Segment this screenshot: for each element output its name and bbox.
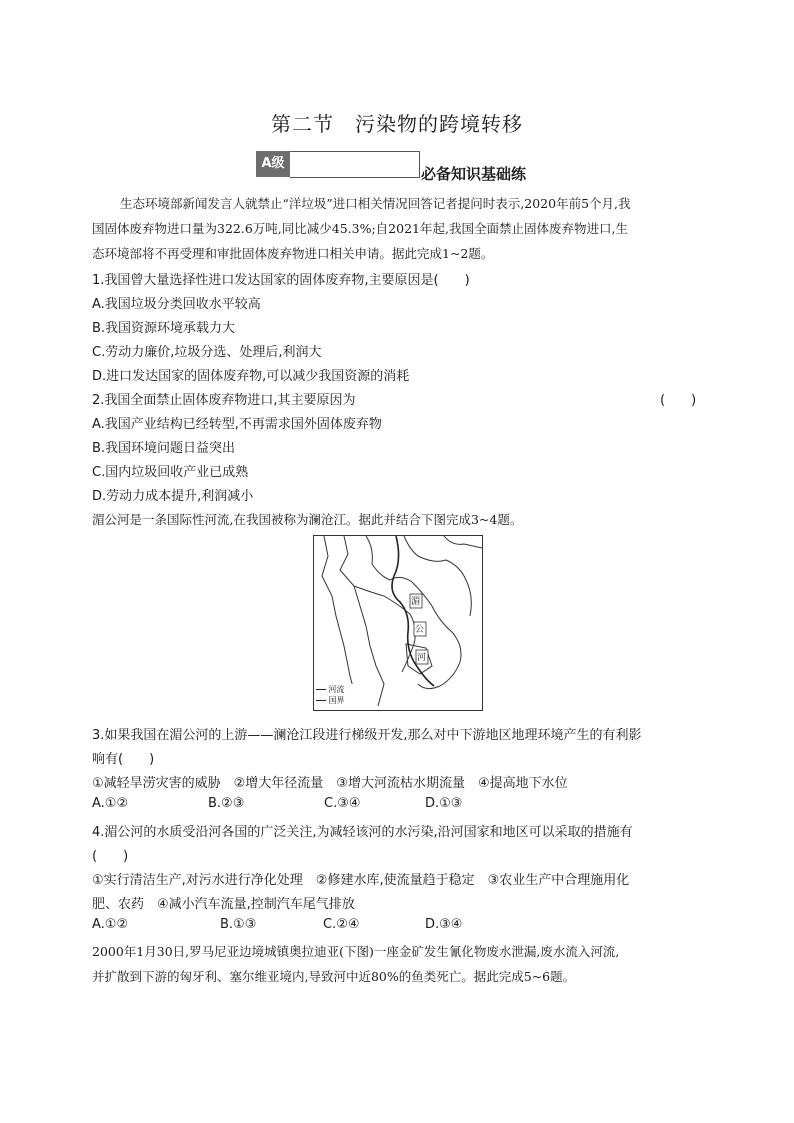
question-4-stem: ( ) <box>92 849 129 864</box>
map-intro: 湄公河是一条国际性河流,在我国被称为澜沧江。据此并结合下图完成3~4题。 <box>92 512 523 527</box>
question-3-option: C.③④ <box>324 796 361 811</box>
mekong-map <box>313 535 483 711</box>
question-2-option: D.劳动力成本提升,利润减小 <box>92 489 254 504</box>
question-4-option: D.③④ <box>425 917 463 932</box>
question-2-option: C.国内垃圾回收产业已成熟 <box>92 465 249 480</box>
question-3-option: B.②③ <box>208 796 245 811</box>
question-4-option: C.②④ <box>323 917 360 932</box>
page-title: 第二节 污染物的跨境转移 <box>271 112 523 136</box>
question-3-stem: 3.如果我国在湄公河的上游——澜沧江段进行梯级开发,那么对中下游地区地理环境产生的有利影 <box>92 728 642 743</box>
intro-3-line: 2000年1月30日,罗马尼亚边境城镇奥拉迪亚(下图)一座金矿发生氰化物废水泄漏,废水流入河流, <box>92 944 620 959</box>
question-3-stem: 响有( ) <box>92 752 155 767</box>
legend-border-swatch <box>316 700 326 701</box>
intro-paragraph-line: 态环境部将不再受理和审批固体废弃物进口相关申请。据此完成1~2题。 <box>92 246 494 261</box>
question-1-option: D.进口发达国家的固体废弃物,可以减少我国资源的消耗 <box>92 369 410 384</box>
question-1-stem: 1.我国曾大量选择性进口发达国家的固体废弃物,主要原因是( ) <box>92 273 470 288</box>
question-1-option: C.劳动力廉价,垃圾分选、处理后,利润大 <box>92 345 322 360</box>
level-label: 必备知识基础练 <box>421 165 527 183</box>
map-legend <box>316 684 360 708</box>
map-label-mei: 湄 <box>411 597 421 607</box>
legend-river: 河流 <box>316 684 360 695</box>
intro-paragraph-line: 生态环境部新闻发言人就禁止“洋垃圾”进口相关情况回答记者提问时表示,2020年前5个月,我 <box>120 196 631 211</box>
level-badge: A级 <box>256 151 290 177</box>
legend-river-swatch <box>316 689 326 690</box>
question-3-option: D.①③ <box>425 796 463 811</box>
question-2-option: A.我国产业结构已经转型,不再需求国外固体废弃物 <box>92 417 382 432</box>
question-4-items: 肥、农药 ④减小汽车流量,控制汽车尾气排放 <box>92 897 355 912</box>
level-blank-box <box>290 151 420 178</box>
question-4-option: A.①② <box>92 917 129 932</box>
question-1-option: B.我国资源环境承载力大 <box>92 321 236 336</box>
question-2-answer-paren: ( ) <box>660 393 697 408</box>
question-4-stem: 4.湄公河的水质受沿河各国的广泛关注,为减轻该河的水污染,沿河国家和地区可以采取的措施有 <box>92 825 633 840</box>
question-3-items: ①减轻旱涝灾害的威胁 ②增大年径流量 ③增大河流枯水期流量 ④提高地下水位 <box>92 776 568 791</box>
intro-paragraph-line: 国固体废弃物进口量为322.6万吨,同比减少45.3%;自2021年起,我国全面禁止固体废弃物进口,生 <box>92 221 628 236</box>
map-label-he: 河 <box>417 653 427 663</box>
question-2-option: B.我国环境问题日益突出 <box>92 441 236 456</box>
map-label-gong: 公 <box>415 625 425 635</box>
legend-border: 国界 <box>316 695 360 706</box>
question-4-option: B.①③ <box>220 917 257 932</box>
intro-3-line: 并扩散到下游的匈牙利、塞尔维亚境内,导致河中近80%的鱼类死亡。据此完成5~6题。 <box>92 969 576 984</box>
question-4-items: ①实行清洁生产,对污水进行净化处理 ②修建水库,使流量趋于稳定 ③农业生产中合理施用化 <box>92 873 630 888</box>
question-1-option: A.我国垃圾分类回收水平较高 <box>92 297 261 312</box>
question-3-option: A.①② <box>92 796 129 811</box>
question-2-stem: 2.我国全面禁止固体废弃物进口,其主要原因为 <box>92 393 356 408</box>
